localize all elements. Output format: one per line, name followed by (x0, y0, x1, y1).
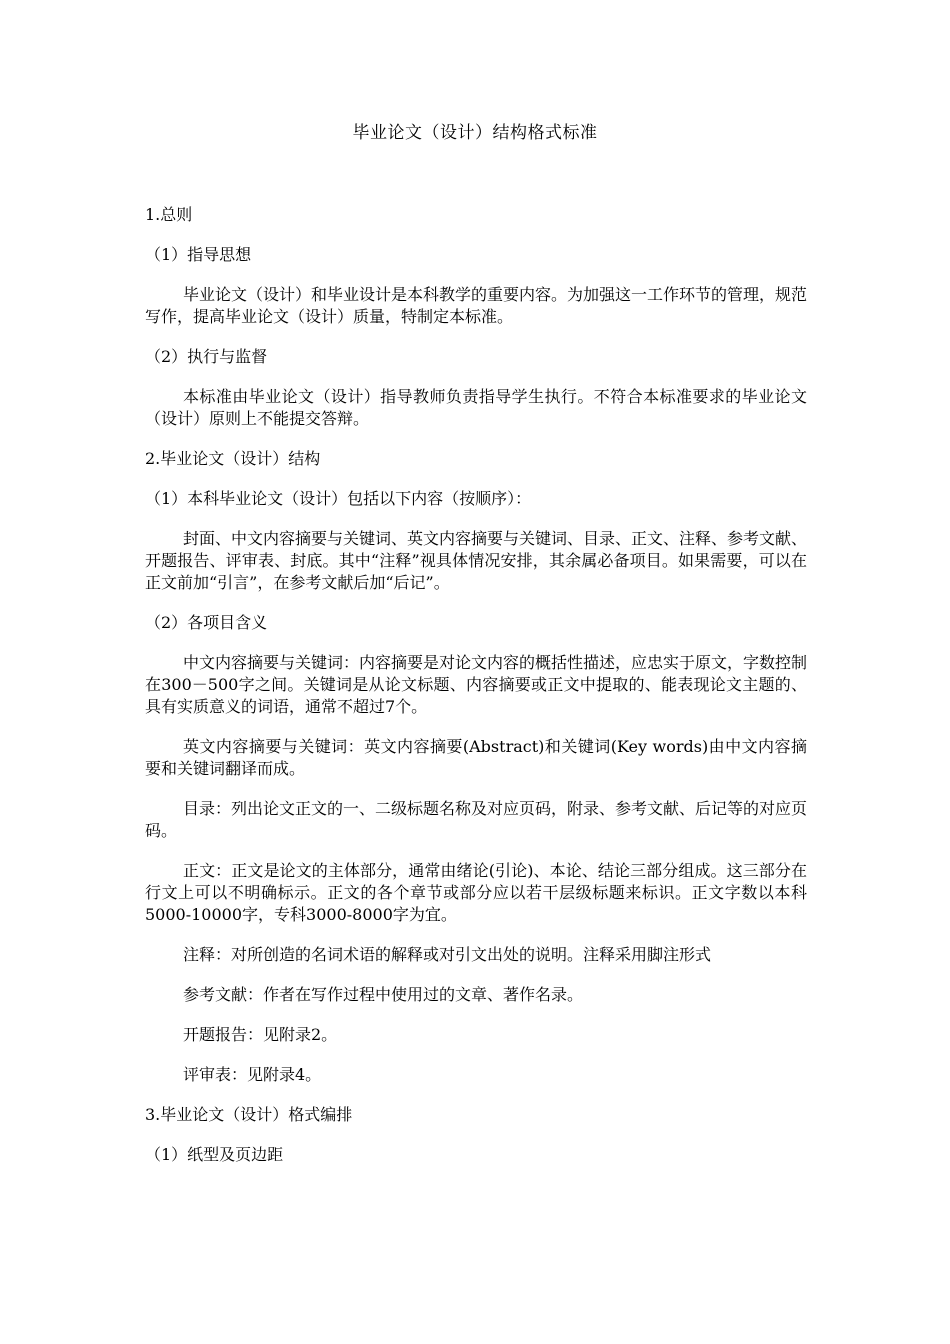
paragraph-main-text: 正文：正文是论文的主体部分，通常由绪论(引论)、本论、结论三部分组成。这三部分在行文上可以不明确标示。正文的各个章节或部分应以若干层级标题来标识。正文字数以本科5000-10000字，专科3000-8000字为宜。 (145, 861, 807, 924)
paragraph-references: 参考文献：作者在写作过程中使用过的文章、著作名录。 (183, 985, 584, 1004)
paragraph-contents-list: 封面、中文内容摘要与关键词、英文内容摘要与关键词、目录、正文、注释、参考文献、开题报告、评审表、封底。其中“注释”视具体情况安排，其余属必备项目。如果需要，可以在正文前加“引言”，在参考文献后加“后记”。 (145, 529, 808, 592)
subheading-execution-supervision: （2）执行与监督 (145, 347, 268, 366)
section-heading-general: 1.总则 (145, 205, 193, 224)
paragraph-review-form: 评审表：见附录4。 (183, 1065, 322, 1084)
subheading-contents-order: （1）本科毕业论文（设计）包括以下内容（按顺序）： (145, 489, 532, 508)
paragraph-chinese-abstract: 中文内容摘要与关键词：内容摘要是对论文内容的概括性描述，应忠实于原文，字数控制在300－500字之间。关键词是从论文标题、内容摘要或正文中提取的、能表现论文主题的、具有实质意义的词语，通常不超过7个。 (145, 653, 808, 716)
section-heading-format: 3.毕业论文（设计）格式编排 (145, 1105, 353, 1124)
document-body (145, 204, 807, 1184)
paragraph-guiding-idea: 毕业论文（设计）和毕业设计是本科教学的重要内容。为加强这一工作环节的管理，规范写作，提高毕业论文（设计）质量，特制定本标准。 (145, 285, 808, 326)
paragraph-table-of-contents: 目录：列出论文正文的一、二级标题名称及对应页码，附录、参考文献、后记等的对应页码。 (145, 799, 808, 840)
subheading-paper-margins: （1）纸型及页边距 (145, 1145, 284, 1164)
subheading-item-meanings: （2）各项目含义 (145, 613, 268, 632)
paragraph-execution-supervision: 本标准由毕业论文（设计）指导教师负责指导学生执行。不符合本标准要求的毕业论文（设计）原则上不能提交答辩。 (145, 387, 807, 428)
section-heading-structure: 2.毕业论文（设计）结构 (145, 449, 321, 468)
subheading-guiding-idea: （1）指导思想 (145, 245, 252, 264)
paragraph-english-abstract: 英文内容摘要与关键词：英文内容摘要(Abstract)和关键词(Key words)由中文内容摘要和关键词翻译而成。 (145, 737, 807, 778)
paragraph-proposal-report: 开题报告：见附录2。 (183, 1025, 338, 1044)
document-title: 毕业论文（设计）结构格式标准 (352, 123, 598, 143)
paragraph-notes: 注释：对所创造的名词术语的解释或对引文出处的说明。注释采用脚注形式 (183, 945, 712, 964)
